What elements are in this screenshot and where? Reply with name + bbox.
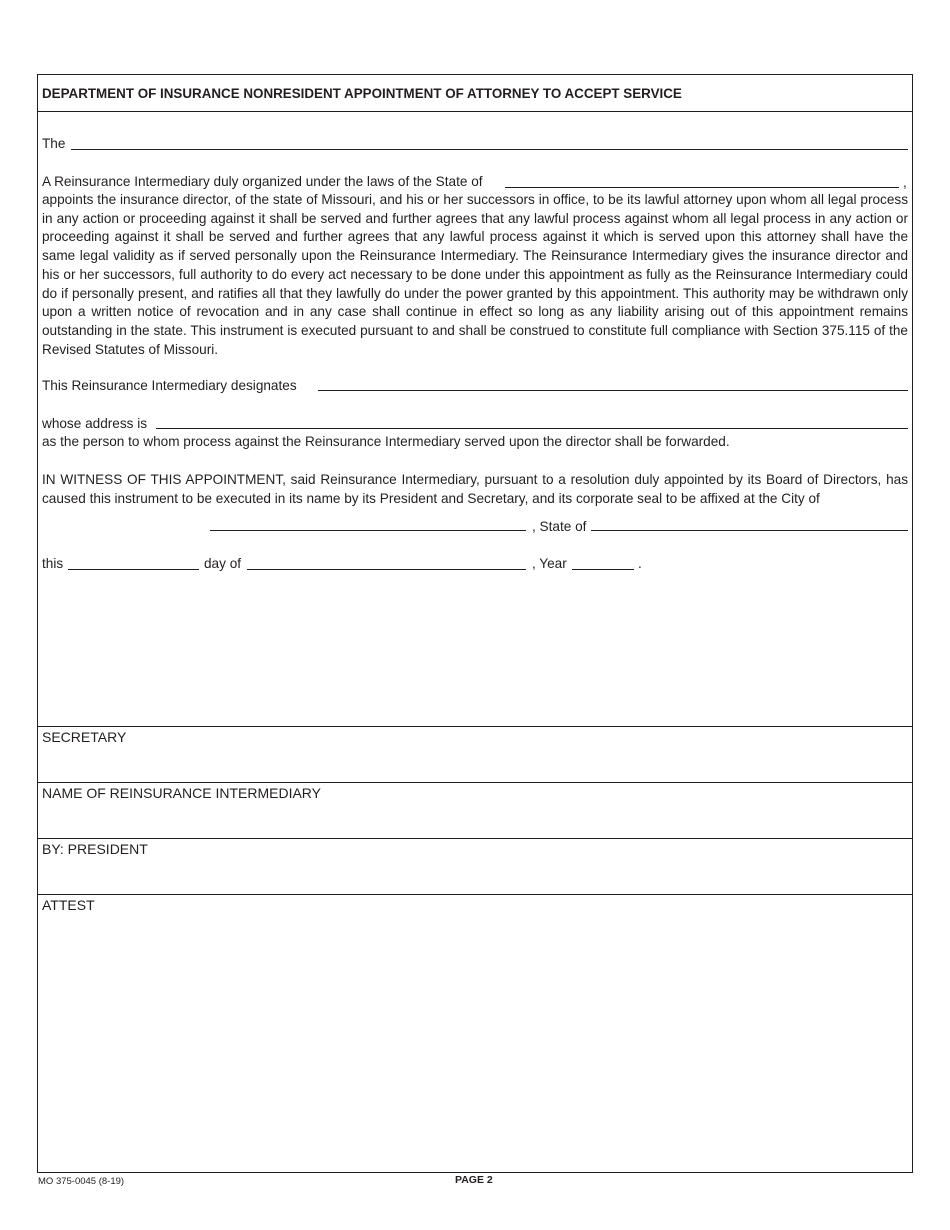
form-number: MO 375-0045 (8-19) xyxy=(38,1176,125,1187)
state-intro-text: A Reinsurance Intermediary duly organized under the laws of the State of xyxy=(42,174,483,189)
attest-label: ATTEST xyxy=(42,897,95,913)
day-field[interactable] xyxy=(68,569,199,570)
year-label: , Year xyxy=(532,556,567,571)
attest-section[interactable] xyxy=(38,894,912,1173)
the-label: The xyxy=(42,136,66,151)
year-field[interactable] xyxy=(572,569,634,570)
state-of-label: , State of xyxy=(532,519,587,534)
this-label: this xyxy=(42,556,64,571)
execution-state-field[interactable] xyxy=(591,530,908,531)
appointment-body-paragraph: appoints the insurance director, of the state of Missouri, and his or her successors in office, to be its lawful attorney upon whom all legal process in any action or proceeding against it shall be served and further agrees that any lawful process against whom all legal process in any action or proceeding against it shall be served and further agrees that any lawful process against it which is served upon this attorney shall have the same legal validity as if served personally upon the Reinsurance Intermediary. The Reinsurance Intermediary gives the insurance director and his or her successors, full authority to do every act necessary to be done under this appointment as fully as the Reinsurance Intermediary could do if personally present, and ratifies all that they lawfully do under the power granted by this appointment. This authority may be withdrawn only upon a written notice of revocation and in any case shall continue in effect so long as any liability arising out of this appointment remains outstanding in the state. This instrument is executed pursuant to and shall be construed to constitute full compliance with Section 375.115 of the Revised Statutes of Missouri. xyxy=(42,192,908,357)
state-of-organization-field[interactable] xyxy=(505,187,899,188)
intermediary-name-row[interactable] xyxy=(38,782,912,838)
designates-label: This Reinsurance Intermediary designates xyxy=(42,378,297,393)
intermediary-name-label: NAME OF REINSURANCE INTERMEDIARY xyxy=(42,785,321,801)
witness-paragraph: IN WITNESS OF THIS APPOINTMENT, said Reinsurance Intermediary, pursuant to a resolution duly appointed by its Board of Directors, has caused this instrument to be executed in its name by its President and Secretary, and its corporate seal to be affixed at the City of xyxy=(42,472,908,506)
secretary-signature-row[interactable] xyxy=(38,726,912,782)
form-header xyxy=(38,75,912,112)
form-frame xyxy=(37,74,913,1173)
president-signature-row[interactable] xyxy=(38,838,912,894)
form-title: DEPARTMENT OF INSURANCE NONRESIDENT APPOINTMENT OF ATTORNEY TO ACCEPT SERVICE xyxy=(42,86,682,101)
page-number: PAGE 2 xyxy=(455,1174,493,1186)
forward-text: as the person to whom process against the Reinsurance Intermediary served upon the director shall be forwarded. xyxy=(42,434,730,449)
president-label: BY: PRESIDENT xyxy=(42,841,148,857)
address-label: whose address is xyxy=(42,416,148,431)
day-of-label: day of xyxy=(204,556,242,571)
designee-field[interactable] xyxy=(318,390,908,391)
state-comma: , xyxy=(903,175,907,190)
year-period: . xyxy=(638,556,642,571)
address-field[interactable] xyxy=(156,428,908,429)
company-name-field[interactable] xyxy=(71,149,908,150)
city-field[interactable] xyxy=(210,530,526,531)
month-field[interactable] xyxy=(247,569,526,570)
secretary-label: SECRETARY xyxy=(42,729,127,745)
